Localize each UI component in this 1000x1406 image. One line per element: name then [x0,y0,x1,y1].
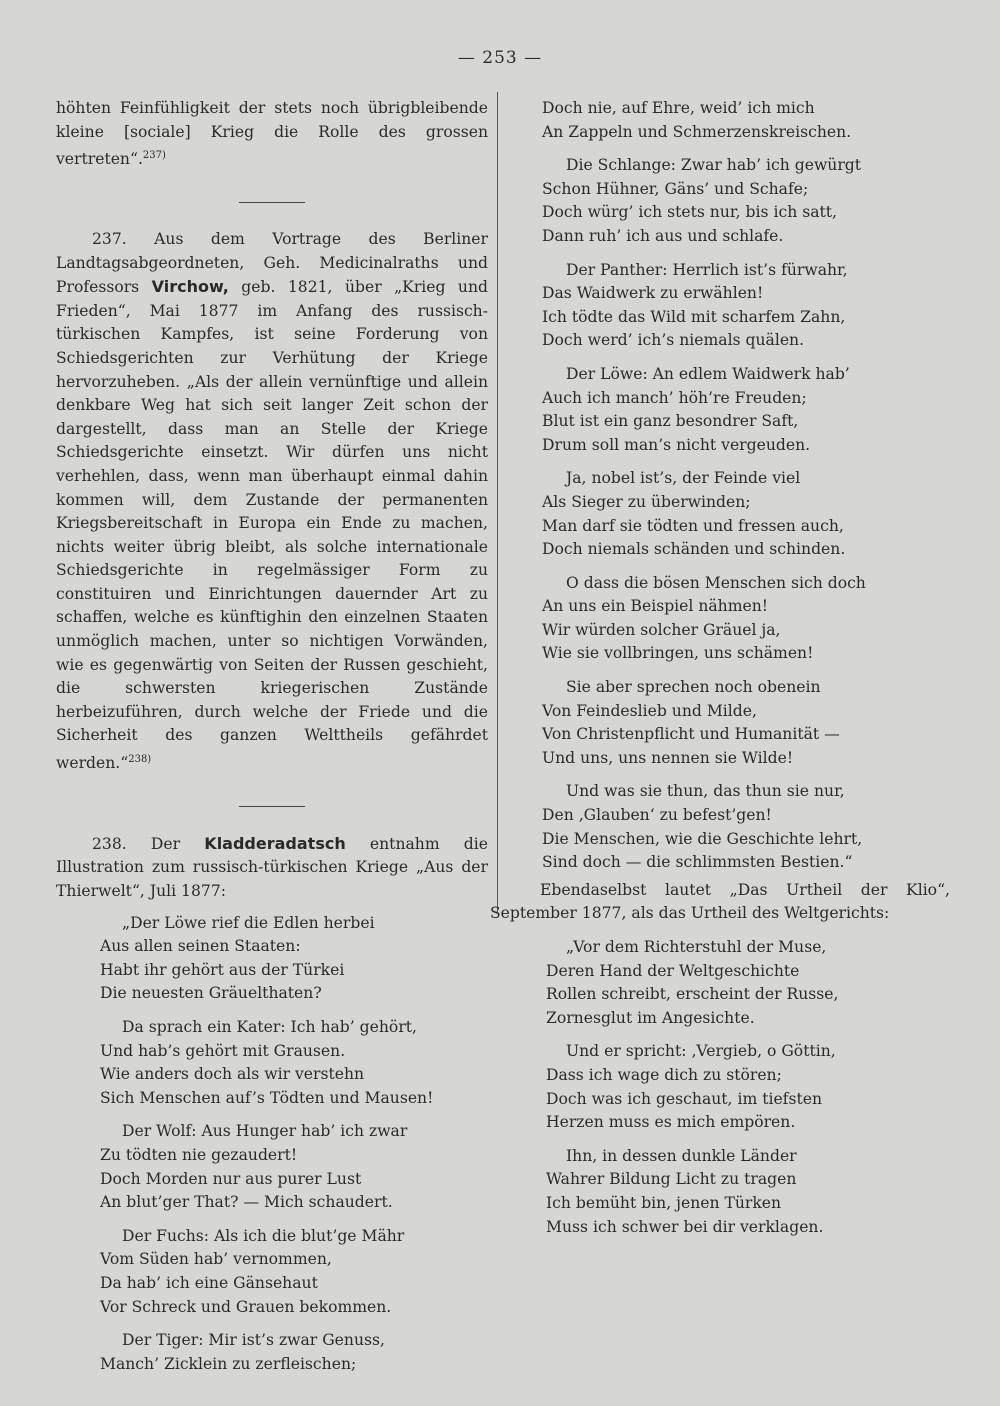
poem-stanza [542,97,950,144]
poem-stanza [542,363,950,457]
poem-stanza [100,912,488,1006]
poem-line: Habt ihr gehört aus der Türkei [100,960,345,979]
poem-line: Zornesglut im Angesichte. [546,1008,755,1027]
poem-stanza [542,154,950,248]
poem-line: Und er spricht: ‚Vergieb, o Göttin, [566,1042,836,1061]
poem-line: Vom Süden hab’ vernommen, [100,1250,332,1269]
poem-line: Wir würden solcher Gräuel ja, [542,620,781,639]
poem-line: Sind doch — die schlimmsten Bestien.“ [542,853,853,872]
poem-line: Von Feindeslieb und Milde, [542,701,757,720]
poem-line: Als Sieger zu überwinden; [542,492,751,511]
poem-line: Muss ich schwer bei dir verklagen. [546,1217,824,1236]
poem-line: Die Menschen, wie die Geschichte lehrt, [542,829,863,848]
footnote-ref-238: 238) [128,754,152,766]
entry-text: Der [150,834,181,853]
column-divider [497,92,498,912]
page-number: — 253 — [457,48,543,68]
poem-line: Der Löwe: An edlem Waidwerk hab’ [566,364,850,383]
poem-line: An blut’ger That? — Mich schaudert. [100,1193,393,1212]
poem-line: Den ‚Glauben‘ zu befest’gen! [542,806,772,825]
publication-name: Kladderadatsch [204,833,346,853]
poem-line: Der Wolf: Aus Hunger hab’ ich zwar [122,1122,408,1141]
poem-line: Herzen muss es mich empören. [546,1113,796,1132]
poem-line: Sich Menschen auf’s Tödten und Mausen! [100,1088,434,1107]
intro-paragraph [56,97,488,172]
poem-line: Ich tödte das Wild mit scharfem Zahn, [542,307,846,326]
poem-line: Auch ich manch’ höh’re Freuden; [542,388,807,407]
poem-stanza [542,259,950,353]
poem-stanza [542,780,950,874]
poem-line: An Zappeln und Schmerzenskreischen. [542,122,852,141]
poem-line: Sie aber sprechen noch obenein [566,678,821,697]
poem-line: Von Christenpflicht und Humanität — [542,725,840,744]
poem-stanza [546,936,950,1030]
poem-line: Wahrer Bildung Licht zu tragen [546,1170,797,1189]
poem-stanza [100,1016,488,1110]
poem-line: O dass die bösen Menschen sich doch [566,573,866,592]
klio-paragraph: Ebendaselbst lautet „Das Urtheil der Klio“, September 1877, als das Urtheil des Weltgerichts: [490,880,950,923]
poem-line: Aus allen seinen Staaten: [100,937,301,956]
intro-text: höhten Feinfühligkeit der stets noch übrigbleibende kleine [sociale] Krieg die Rolle des grossen vertreten“. [56,99,488,169]
poem-line: Wie anders doch als wir verstehn [100,1065,365,1084]
entry-text: Aus dem Vortrage des Berliner Landtagsabgeordneten, Geh. Medicinalraths und Professors [56,229,488,297]
poem-stanza [546,1040,950,1134]
footnote-ref-237: 237) [142,150,166,162]
poem-stanza [542,676,950,770]
poem-line: Die neuesten Gräuelthaten? [100,984,322,1003]
poem-line: Und was sie thun, das thun sie nur, [566,782,845,801]
poem-line: Die Schlange: Zwar hab’ ich gewürgt [566,156,862,175]
poem-line: Das Waidwerk zu erwählen! [542,284,764,303]
poem-stanza [100,1120,488,1214]
person-name: Virchow, [151,277,229,297]
poem-line: Wie sie vollbringen, uns schämen! [542,644,814,663]
entry-number: 238. [92,834,127,853]
poem-line: Doch Morden nur aus purer Lust [100,1169,362,1188]
poem-line: „Vor dem Richterstuhl der Muse, [566,938,827,956]
right-column [490,97,950,1249]
poem-stanza [100,1225,488,1319]
poem-line: Doch nie, auf Ehre, weid’ ich mich [542,99,815,117]
poem-line: An uns ein Beispiel nähmen! [542,597,769,616]
poem-line: Der Panther: Herrlich ist’s fürwahr, [566,260,848,279]
poem-stanza [542,572,950,666]
poem-line: Ihn, in dessen dunkle Länder [566,1146,797,1165]
entry-text: entnahm die Illustration zum russisch-türkischen Kriege „Aus der Thierwelt“, Juli 1877: [56,834,488,900]
poem-stanza [542,467,950,561]
entry-text: geb. 1821, über „Krieg und Frieden“, Mai 1877 im Anfang des russisch-türkischen Kampfes, ist seine Forderung von Schiedsgerichten zur Verhütung der Kriege hervorzuheben. „Als der allein vernünftige und allein denkbare Weg hat sich seit langer Zeit schon der dargestellt, dass man an Stelle der Kriege Schiedsgerichte einsetzt. Wir dürfen uns nicht verhehlen, dass, wenn man überhaupt einmal dahin kommen will, dem Zustande der permanenten Kriegsbereitschaft in Europa ein Ende zu machen, nichts weiter übrig bleibt, als solche internationale Schiedsgerichte in regelmässiger Form zu constituiren und Einrichtungen dauernder Art zu schaffen, welche es künftighin den einzelnen Staaten unmöglich machen, unter so nichtigen Vorwänden, wie es gegenwärtig von Seiten der Russen geschieht, die schwersten kriegerischen Zustände herbeizuführen, durch welche der Friede und die Sicherheit des ganzen Welttheils gefährdet werden.“ [56,278,488,773]
poem-line: Dann ruh’ ich aus und schlafe. [542,226,784,245]
poem-stanza [546,1145,950,1239]
poem-line: Doch niemals schänden und schinden. [542,540,846,559]
entry-238 [56,832,488,904]
poem-line: Rollen schreibt, erscheint der Russe, [546,985,839,1004]
poem-stanza [100,1329,488,1376]
poem-line: Ich bemüht bin, jenen Türken [546,1193,782,1212]
poem-line: Der Fuchs: Als ich die blut’ge Mähr [122,1226,405,1245]
section-separator [239,806,305,807]
poem-line: Deren Hand der Weltgeschichte [546,961,800,980]
entry-237 [56,228,488,776]
poem-line: Da sprach ein Kater: Ich hab’ gehört, [122,1017,417,1036]
poem-line: Vor Schreck und Grauen bekommen. [100,1297,392,1316]
poem-line: Ja, nobel ist’s, der Feinde viel [566,469,801,488]
poem-line: Dass ich wage dich zu stören; [546,1065,782,1084]
section-separator [239,202,305,203]
poem-line: Man darf sie tödten und fressen auch, [542,516,844,535]
poem-line: „Der Löwe rief die Edlen herbei [122,913,375,932]
left-column [56,97,488,1386]
entry-number: 237. [92,229,127,248]
poem-line: Und uns, uns nennen sie Wilde! [542,748,794,767]
poem-line: Da hab’ ich eine Gänsehaut [100,1273,318,1292]
poem-line: Und hab’s gehört mit Grausen. [100,1041,346,1060]
poem-line: Schon Hühner, Gäns’ und Schafe; [542,179,809,198]
poem-line: Zu tödten nie gezaudert! [100,1145,298,1164]
poem-line: Blut ist ein ganz besondrer Saft, [542,412,799,431]
poem-line: Doch würg’ ich stets nur, bis ich satt, [542,203,837,222]
poem-line: Der Tiger: Mir ist’s zwar Genuss, [122,1331,385,1350]
poem-line: Manch’ Zicklein zu zerfleischen; [100,1354,357,1373]
poem-line: Doch werd’ ich’s niemals quälen. [542,331,805,350]
poem-line: Drum soll man’s nicht vergeuden. [542,435,811,454]
poem-line: Doch was ich geschaut, im tiefsten [546,1089,822,1108]
